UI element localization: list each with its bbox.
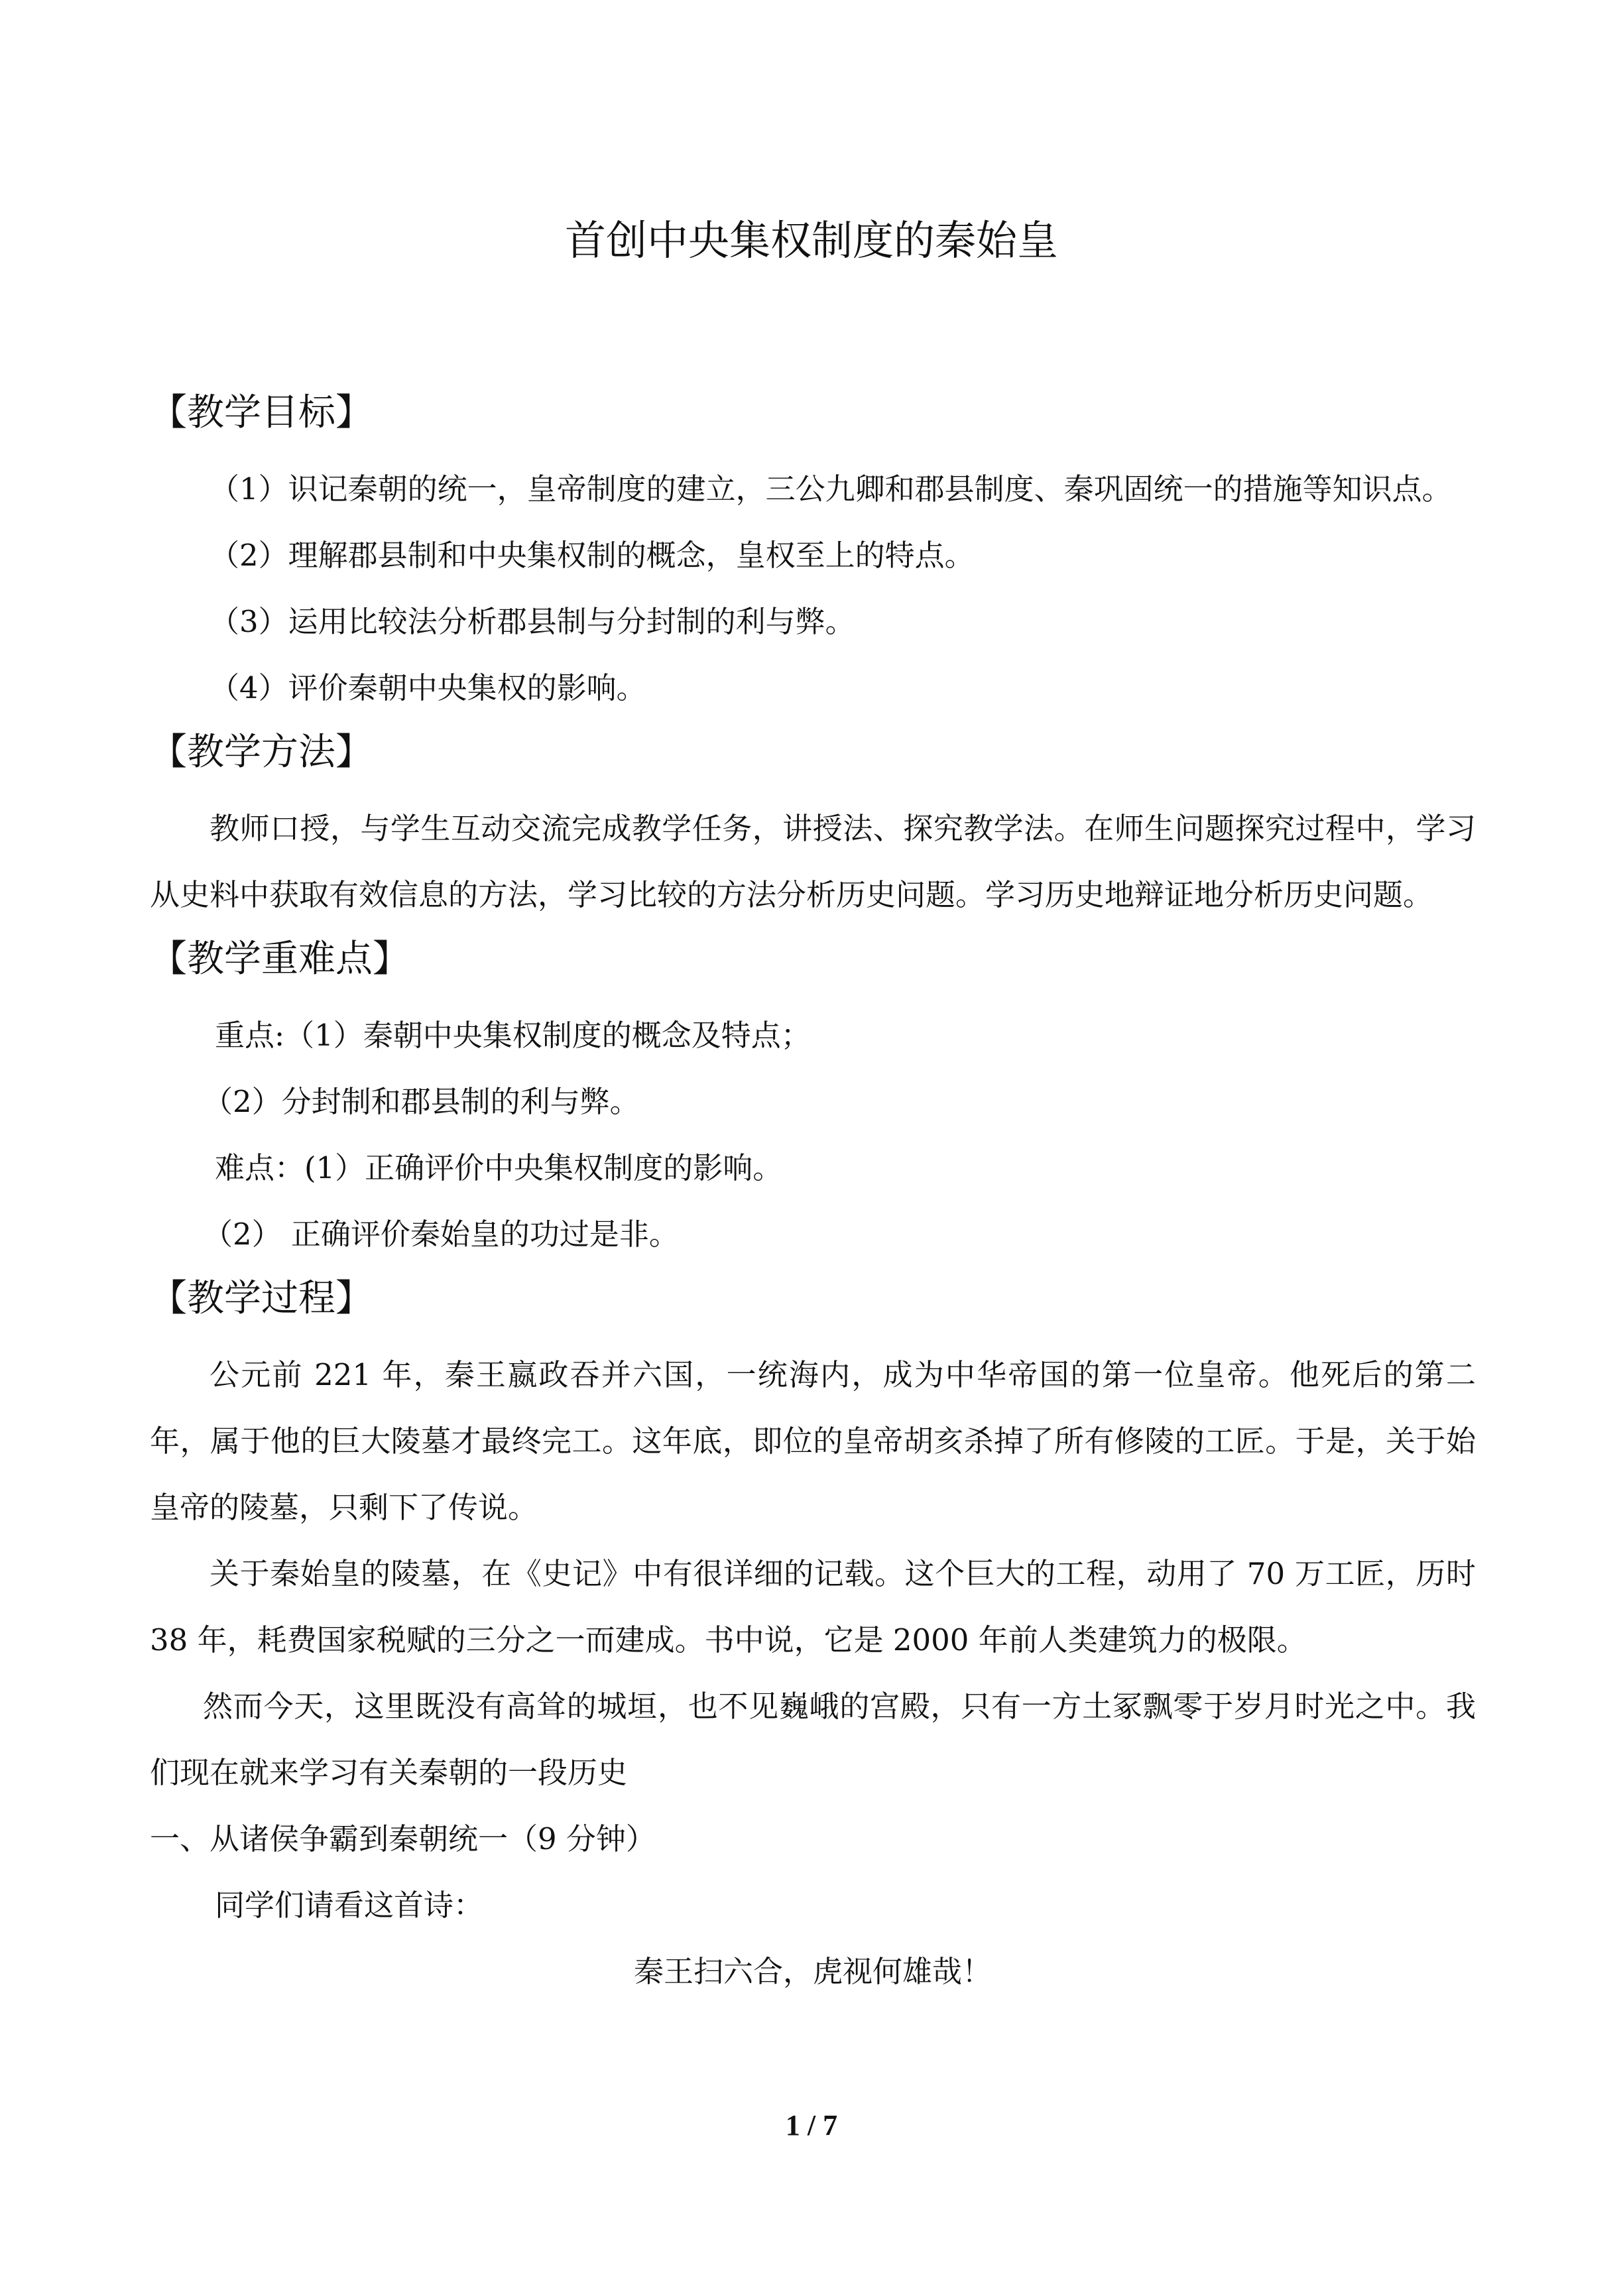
process-subheading: 一、从诸侯争霸到秦朝统一（9 分钟）: [150, 1821, 656, 1856]
keypoints-heading: 【教学重难点】: [150, 937, 410, 981]
objective-item: （3）运用比较法分析郡县制与分封制的利与弊。: [210, 604, 855, 639]
poem-prompt: 同学们请看这首诗：: [215, 1888, 484, 1923]
process-heading: 【教学过程】: [150, 1277, 373, 1320]
page-number: 1 / 7: [785, 2109, 838, 2142]
objectives-heading: 【教学目标】: [150, 391, 373, 434]
methods-heading: 【教学方法】: [150, 731, 373, 774]
keypoint-line: 难点：(1）正确评价中央集权制度的影响。: [215, 1150, 783, 1185]
objective-item: （4）评价秦朝中央集权的影响。: [210, 670, 646, 705]
objective-item: （1）识记秦朝的统一，皇帝制度的建立，三公九卿和郡县制度、秦巩固统一的措施等知识点。: [210, 471, 1452, 507]
keypoint-line: （2）分封制和郡县制的利与弊。: [203, 1084, 640, 1119]
poem-line: 秦王扫六合，虎视何雄哉！: [633, 1954, 992, 1989]
objective-item: （2）理解郡县制和中央集权制的概念，皇权至上的特点。: [210, 538, 975, 573]
document-body: [150, 383, 1476, 2005]
process-paragraph: 关于秦始皇的陵墓，在《史记》中有很详细的记载。这个巨大的工程，动用了 70 万工匠，历时 38 年，耗费国家税赋的三分之一而建成。书中说，它是 2000 年前人类建筑力的极限。: [150, 1556, 1476, 1658]
keypoint-line: （2） 正确评价秦始皇的功过是非。: [203, 1217, 679, 1252]
keypoint-line: 重点:（1）秦朝中央集权制度的概念及特点；: [215, 1018, 811, 1053]
process-paragraph: 然而今天，这里既没有高耸的城垣，也不见巍峨的宫殿，只有一方土冢飘零于岁月时光之中。我们现在就来学习有关秦朝的一段历史: [150, 1689, 1476, 1790]
document-title: 首创中央集权制度的秦始皇: [564, 216, 1058, 265]
methods-paragraph: 教师口授，与学生互动交流完成教学任务，讲授法、探究教学法。在师生问题探究过程中，学习从史料中获取有效信息的方法，学习比较的方法分析历史问题。学习历史地辩证地分析历史问题。: [150, 811, 1476, 912]
process-paragraph: 公元前 221 年，秦王嬴政吞并六国，一统海内，成为中华帝国的第一位皇帝。他死后的第二年，属于他的巨大陵墓才最终完工。这年底，即位的皇帝胡亥杀掉了所有修陵的工匠。于是，关于始皇帝的陵墓，只剩下了传说。: [150, 1357, 1476, 1525]
